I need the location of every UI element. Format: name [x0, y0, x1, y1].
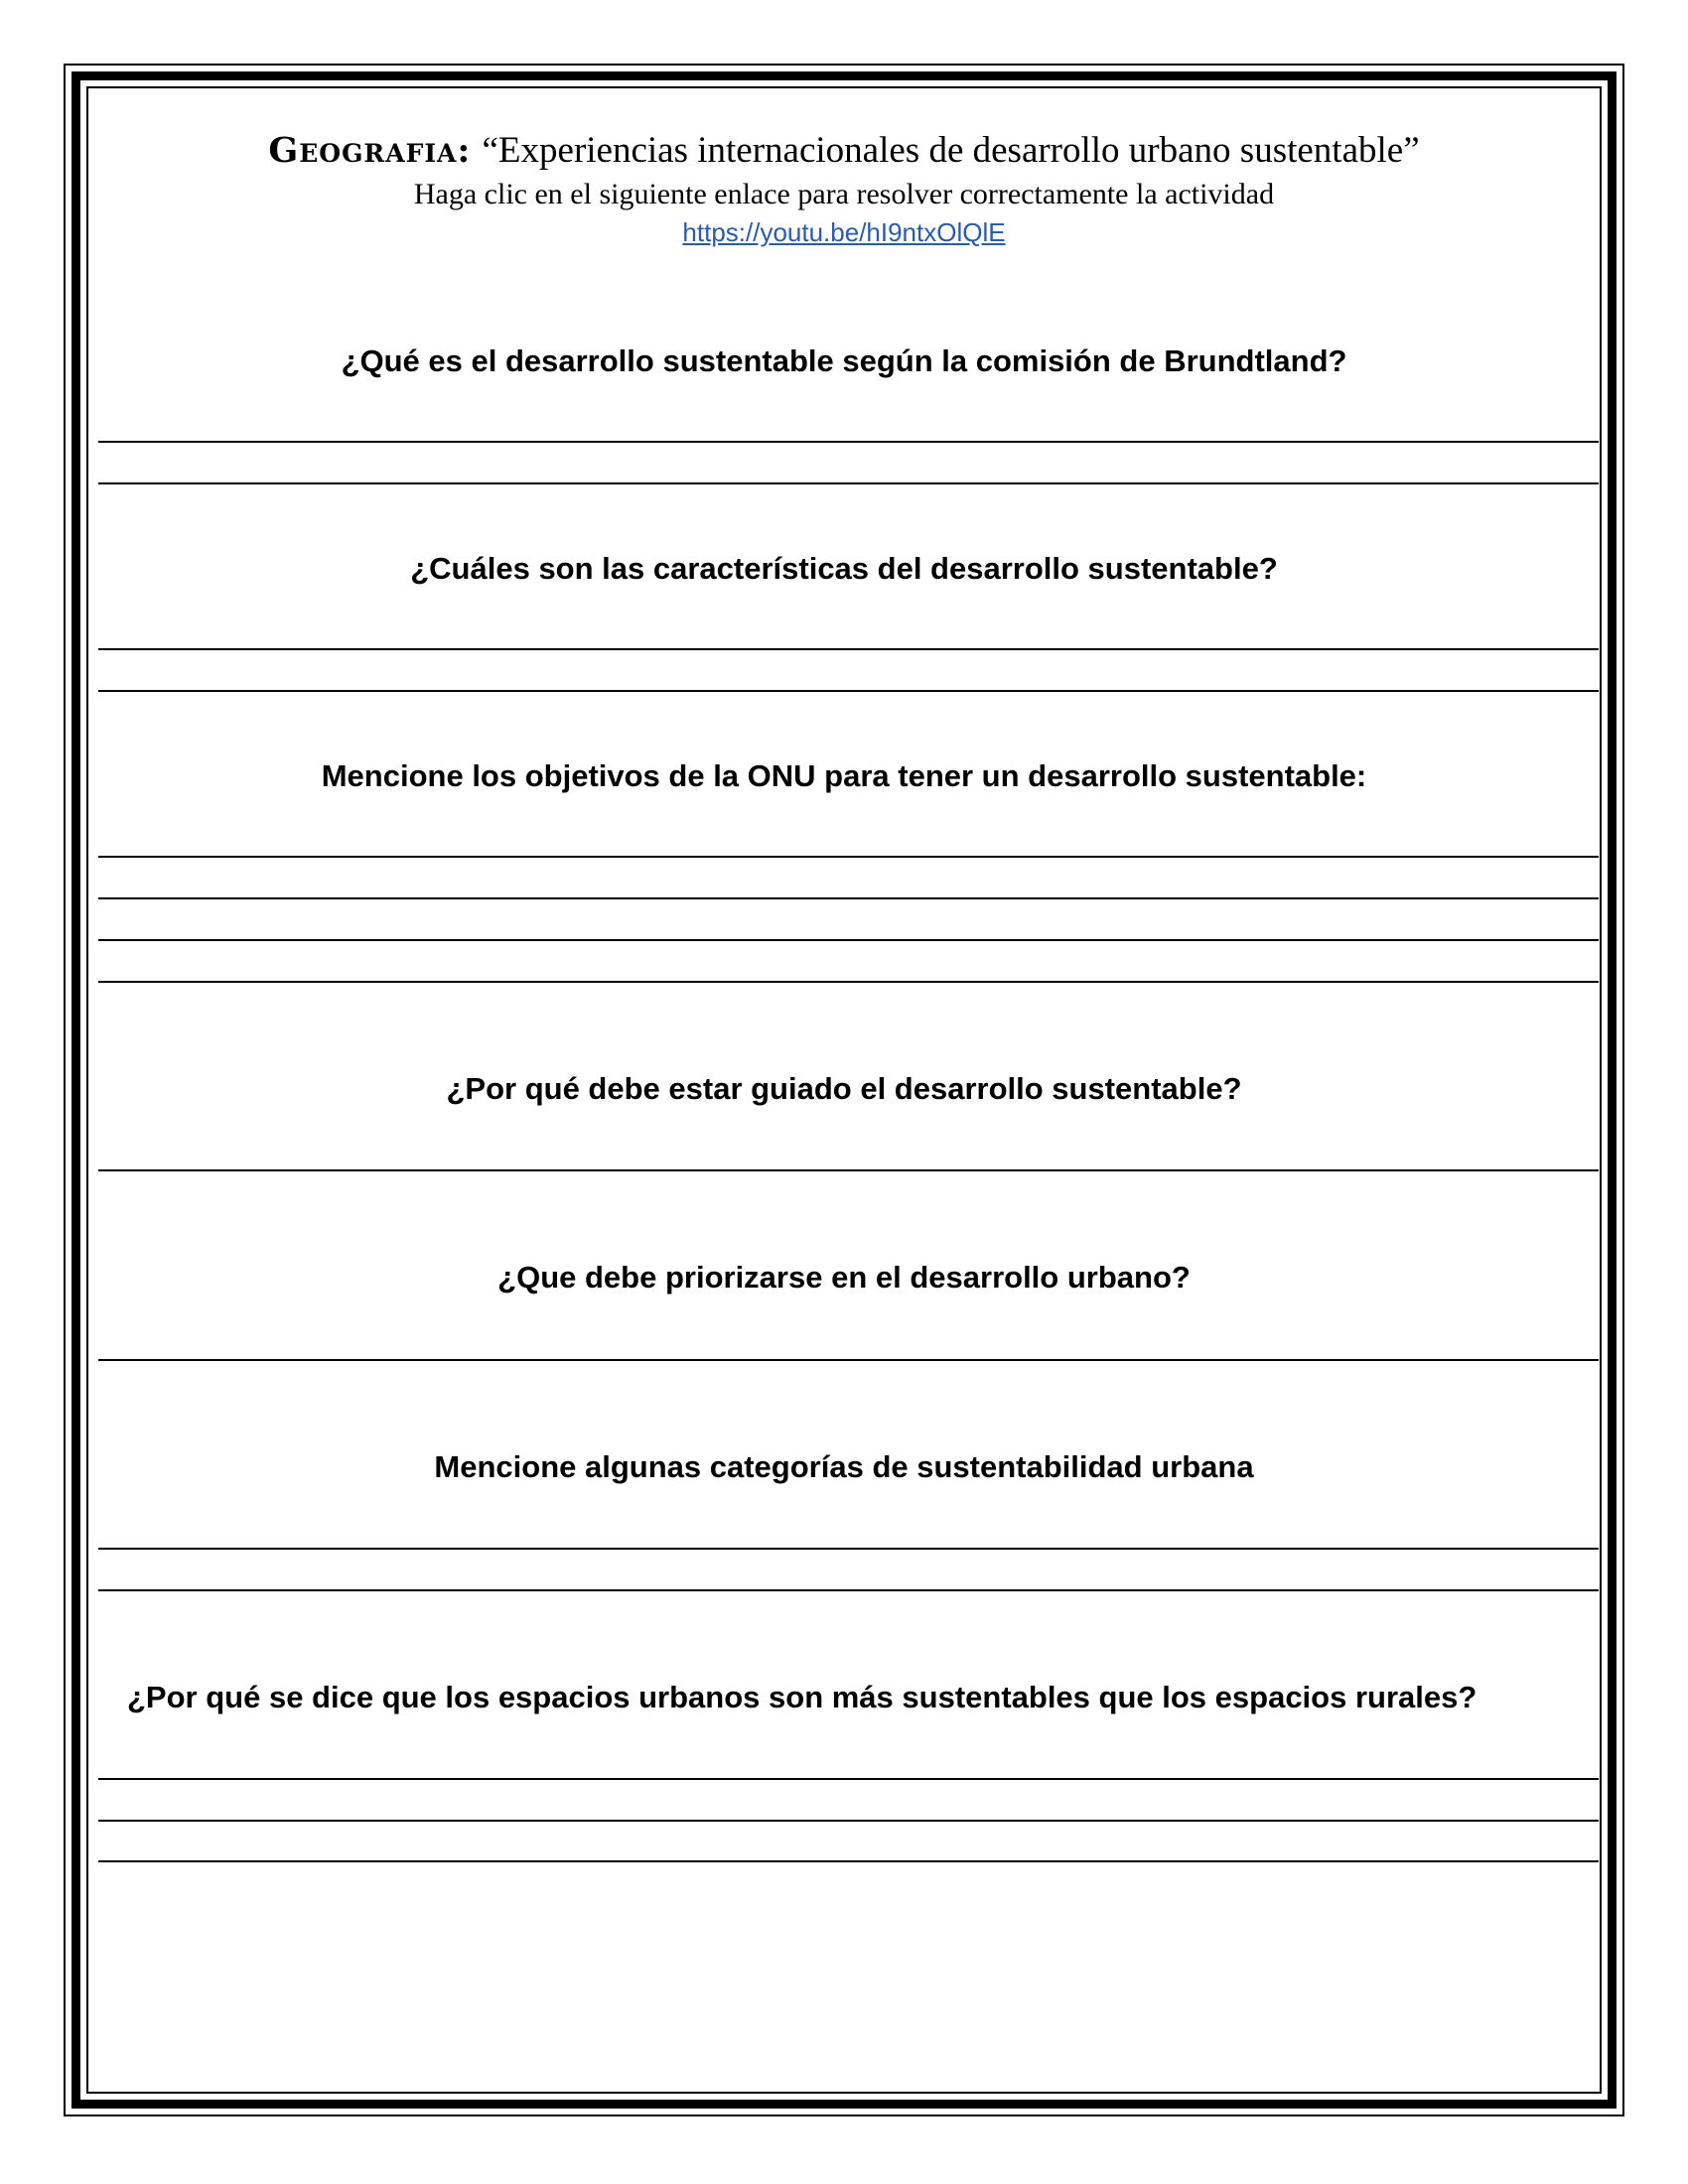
answer-line[interactable] — [98, 856, 1599, 858]
answer-line[interactable] — [98, 441, 1599, 443]
answer-line[interactable] — [98, 1169, 1599, 1171]
question-6: Mencione algunas categorías de sustentabilidad urbana — [434, 1449, 1254, 1484]
instruction-text: Haga clic en el siguiente enlace para resolver correctamente la actividad — [413, 178, 1275, 210]
answer-line[interactable] — [98, 981, 1599, 983]
title-line — [99, 129, 1589, 173]
answer-line[interactable] — [98, 1820, 1599, 1822]
activity-title: “Experiencias internacionales de desarrollo urbano sustentable” — [482, 130, 1420, 171]
question-4: ¿Por qué debe estar guiado el desarrollo sustentable? — [446, 1071, 1242, 1106]
question-2: ¿Cuáles son las características del desarrollo sustentable? — [410, 551, 1278, 586]
subject-label: Geografia: — [268, 130, 472, 171]
answer-line[interactable] — [98, 939, 1599, 941]
answer-line[interactable] — [98, 690, 1599, 692]
question-3: Mencione los objetivos de la ONU para tener un desarrollo sustentable: — [321, 758, 1367, 793]
question-7: ¿Por qué se dice que los espacios urbanos son más sustentables que los espacios rurales? — [127, 1680, 1477, 1714]
answer-line[interactable] — [98, 1589, 1599, 1591]
answer-line[interactable] — [98, 482, 1599, 484]
video-link[interactable]: https://youtu.be/hI9ntxOlQlE — [682, 217, 1006, 247]
question-5: ¿Que debe priorizarse en el desarrollo urbano? — [497, 1260, 1191, 1295]
question-1: ¿Qué es el desarrollo sustentable según la comisión de Brundtland? — [341, 343, 1347, 378]
answer-line[interactable] — [98, 1548, 1599, 1550]
worksheet-header — [99, 129, 1589, 250]
answer-line[interactable] — [98, 897, 1599, 899]
answer-line[interactable] — [98, 1778, 1599, 1780]
answer-line[interactable] — [98, 648, 1599, 650]
answer-line[interactable] — [98, 1359, 1599, 1361]
answer-line[interactable] — [98, 1860, 1599, 1862]
